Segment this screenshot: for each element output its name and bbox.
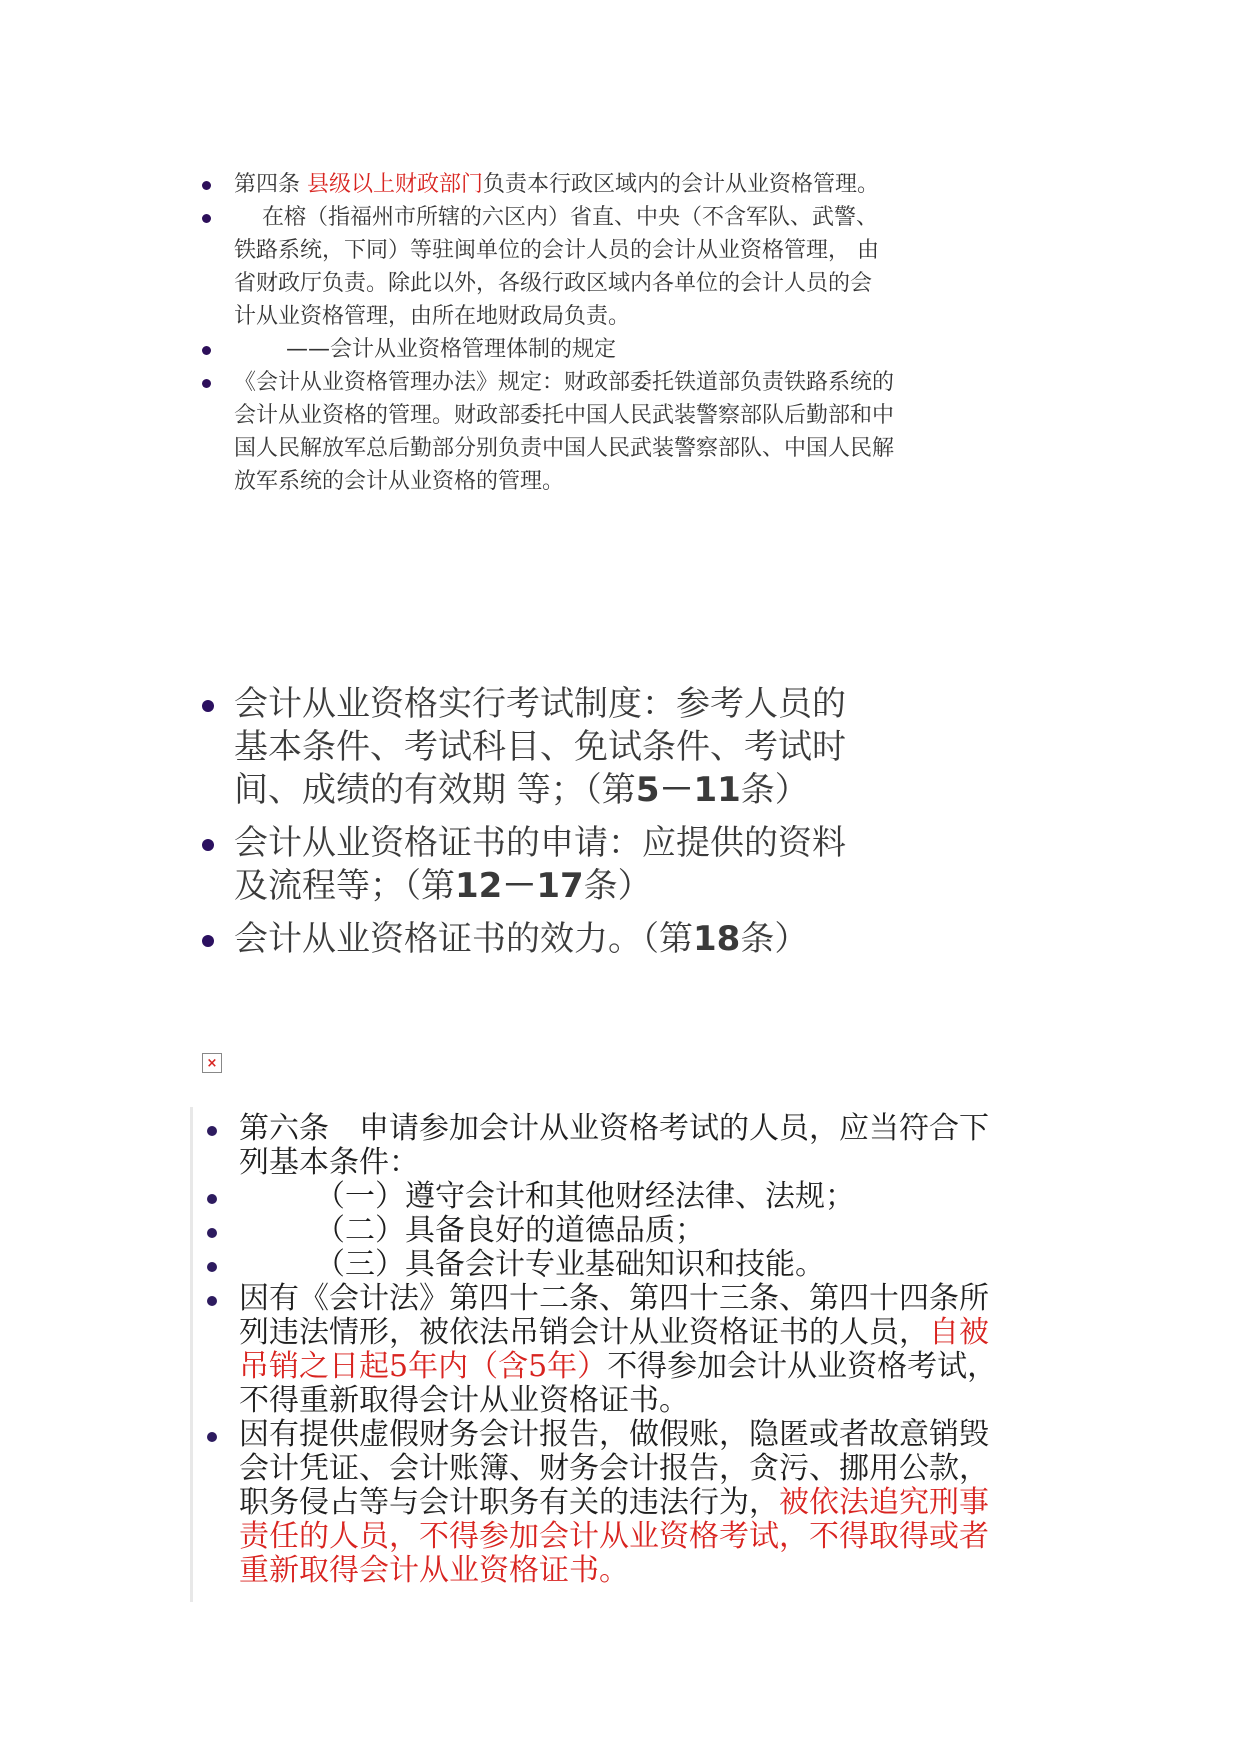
text-line: 国人民解放军总后勤部分别负责中国人民武装警察部队、中国人民解 <box>234 436 895 461</box>
list-item <box>203 1180 1043 1214</box>
bullet-icon <box>207 1262 217 1272</box>
left-border-divider <box>190 1107 193 1602</box>
article-number: 5－11 <box>635 770 741 810</box>
bullet-icon <box>202 839 214 851</box>
text-segment: 及流程等；（第 <box>234 866 455 906</box>
section-qualification-overview <box>198 683 918 971</box>
list-item <box>198 333 1018 366</box>
text-line: 重新取得会计从业资格证书。 <box>239 1553 629 1588</box>
bullet-list <box>203 1112 1043 1588</box>
bullet-list <box>198 168 1018 498</box>
text-segment: 职务侵占等与会计职务有关的违法行为， <box>239 1485 779 1520</box>
highlight-text: 吊销之日起5年内（含5年） <box>239 1349 608 1384</box>
text-line <box>239 1486 1043 1520</box>
list-item <box>203 1112 1043 1180</box>
list-item <box>198 201 1018 333</box>
text-line: 省财政厅负责。除此以外，各级行政区域内各单位的会计人员的会 <box>234 271 873 296</box>
text-line: 因有《会计法》第四十二条、第四十三条、第四十四条所 <box>239 1281 989 1316</box>
broken-image-icon <box>202 1053 222 1073</box>
text-line: ——会计从业资格管理体制的规定 <box>286 337 617 362</box>
list-item <box>198 366 1018 498</box>
text-segment: 条） <box>583 866 652 906</box>
bullet-icon <box>207 1228 217 1238</box>
text-line <box>239 1316 1043 1350</box>
article-number: 18 <box>693 919 741 959</box>
bullet-icon <box>207 1432 217 1442</box>
list-item <box>203 1214 1043 1248</box>
article-number: 12－17 <box>455 866 584 906</box>
text-line: 因有提供虚假财务会计报告，做假账，隐匿或者故意销毁 <box>239 1417 989 1452</box>
list-item <box>198 168 1018 201</box>
text-segment: 不得参加会计从业资格考试， <box>607 1349 998 1384</box>
bullet-icon <box>202 214 211 223</box>
highlight-text: 自被 <box>929 1315 989 1350</box>
list-item <box>198 822 918 908</box>
bullet-list <box>198 683 918 961</box>
text-segment: 间、成绩的有效期 等；（第 <box>234 770 636 810</box>
text-line: 基本条件、考试科目、免试条件、考试时 <box>234 727 846 767</box>
bullet-icon <box>207 1194 217 1204</box>
text-line: 会计从业资格的管理。财政部委托中国人民武装警察部队后勤部和中 <box>234 403 895 428</box>
list-item <box>203 1248 1043 1282</box>
close-icon: × <box>206 1055 218 1071</box>
bullet-icon <box>207 1126 217 1136</box>
section-regulations-article4 <box>198 168 1018 498</box>
text-line: 《会计从业资格管理办法》规定：财政部委托铁道部负责铁路系统的 <box>234 370 895 395</box>
bullet-icon <box>207 1296 217 1306</box>
highlight-text: 县级以上财政部门 <box>307 172 484 197</box>
bullet-icon <box>202 346 211 355</box>
text-line: （二）具备良好的道德品质； <box>315 1213 705 1248</box>
highlight-text: 被依法追究刑事 <box>779 1485 989 1520</box>
text-line: 会计从业资格证书的申请：应提供的资料 <box>234 823 846 863</box>
text-line: 不得重新取得会计从业资格证书。 <box>239 1383 689 1418</box>
item-prefix: 第四条 <box>234 172 307 197</box>
list-item <box>198 918 918 961</box>
list-item <box>203 1418 1043 1588</box>
text-segment: 列违法情形，被依法吊销会计从业资格证书的人员， <box>239 1315 929 1350</box>
text-line <box>234 865 918 908</box>
text-line: 责任的人员，不得参加会计从业资格考试，不得取得或者 <box>239 1519 989 1554</box>
section-article6 <box>203 1112 1043 1588</box>
list-item <box>198 683 918 812</box>
bullet-icon <box>202 700 214 712</box>
item-suffix: 负责本行政区域内的会计从业资格管理。 <box>483 172 880 197</box>
text-line: 放军系统的会计从业资格的管理。 <box>234 469 565 494</box>
text-line: 列基本条件： <box>239 1145 419 1180</box>
text-line: 第六条 申请参加会计从业资格考试的人员，应当符合下 <box>239 1111 989 1146</box>
text-line: 在榕（指福州市所辖的六区内）省直、中央（不含军队、武警、 <box>262 205 879 230</box>
text-line: 计从业资格管理，由所在地财政局负责。 <box>234 304 631 329</box>
bullet-icon <box>202 181 211 190</box>
bullet-icon <box>202 935 214 947</box>
text-line <box>239 1350 1043 1384</box>
text-segment: 条） <box>740 919 809 959</box>
text-line: 会计从业资格实行考试制度：参考人员的 <box>234 684 846 724</box>
text-line <box>234 769 918 812</box>
text-line: 铁路系统，下同）等驻闽单位的会计人员的会计从业资格管理， 由 <box>234 238 879 263</box>
text-line: （一）遵守会计和其他财经法律、法规； <box>315 1179 855 1214</box>
text-segment: 条） <box>740 770 809 810</box>
text-line: （三）具备会计专业基础知识和技能。 <box>315 1247 825 1282</box>
list-item <box>203 1282 1043 1418</box>
bullet-icon <box>202 379 211 388</box>
text-line: 会计凭证、会计账簿、财务会计报告，贪污、挪用公款， <box>239 1451 989 1486</box>
text-segment: 会计从业资格证书的效力。（第 <box>234 919 693 959</box>
text-line <box>234 918 918 961</box>
